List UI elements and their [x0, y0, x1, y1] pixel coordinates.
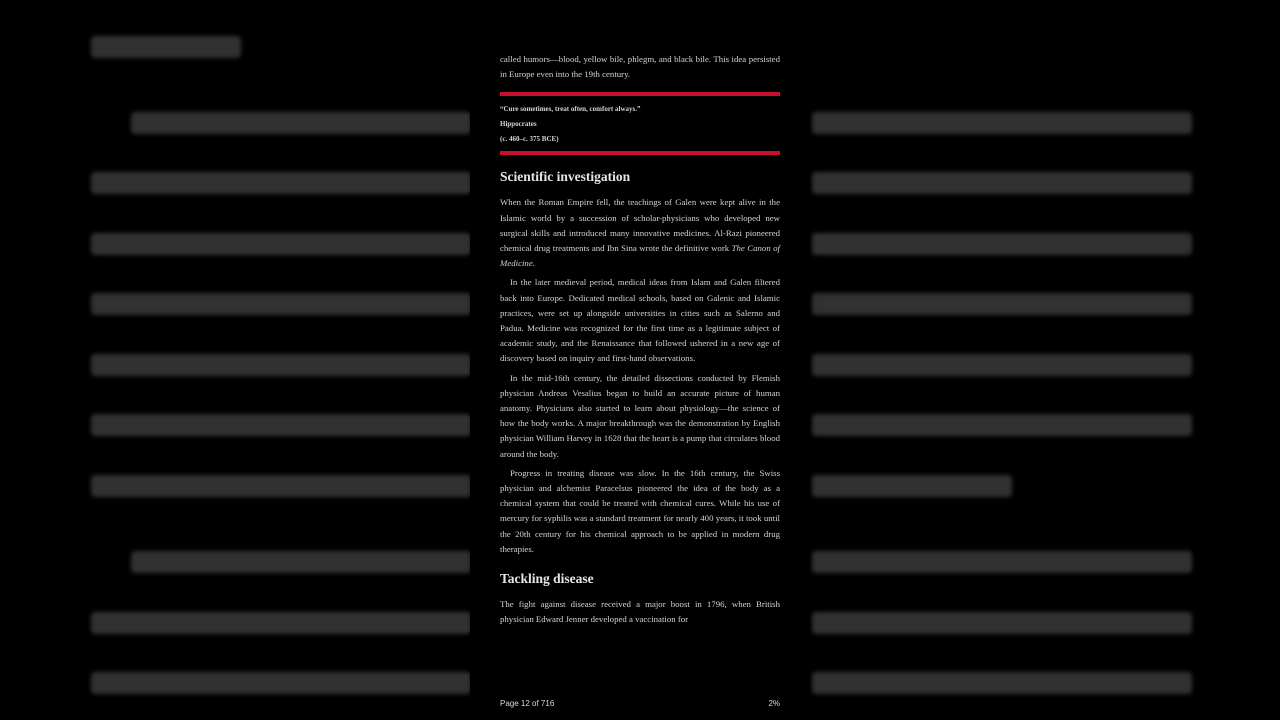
- blurred-text-line: [812, 354, 1192, 376]
- quote-rule-top: [500, 92, 780, 96]
- page-content: [500, 52, 780, 631]
- blurred-background-right: [812, 0, 1192, 720]
- blurred-text-line: [812, 672, 1192, 694]
- intro-paragraph: called humors—blood, yellow bile, phlegm, and black bile. This idea persisted in Europe even into the 19th century.: [500, 54, 780, 80]
- blurred-text-line: [812, 112, 1192, 134]
- quote-dates: (c. 460–c. 375 BCE): [500, 135, 559, 144]
- blurred-text-line: [91, 414, 471, 436]
- paragraph: The fight against disease received a major boost in 1796, when British physician Edward Jenner developed a vaccination for: [500, 599, 780, 625]
- paragraph: In the mid-16th century, the detailed dissections conducted by Flemish physician Andreas Vesalius began to build an accurate picture of human anatomy. Physicians also started to learn about physiology—the science of how the body works. A major breakthrough was the demonstration by English physician William Harvey in 1628 that the heart is a pump that circulates blood around the body.: [500, 372, 780, 459]
- blurred-text-line: [812, 414, 1192, 436]
- progress-percent: 2%: [768, 699, 780, 708]
- blurred-text-line: [91, 475, 471, 497]
- reader-footer: [500, 699, 780, 708]
- blurred-background-left: [91, 0, 471, 720]
- blurred-text-line: [812, 475, 1012, 497]
- blurred-text-line: [91, 354, 471, 376]
- section-heading: Scientific investigation: [500, 169, 631, 185]
- page-indicator: Page 12 of 716: [500, 699, 555, 708]
- quote-rule-bottom: [500, 151, 780, 155]
- blurred-text-line: [812, 293, 1192, 315]
- blurred-text-line: [91, 293, 471, 315]
- blurred-text-line: [91, 172, 471, 194]
- quote-text: “Cure sometimes, treat often, comfort always.”: [500, 105, 641, 114]
- blurred-text-line: [812, 612, 1192, 634]
- quote-author: Hippocrates: [500, 120, 537, 129]
- blurred-text-line: [131, 551, 471, 573]
- blurred-text-line: [812, 172, 1192, 194]
- blurred-text-line: [812, 233, 1192, 255]
- blurred-text-line: [91, 233, 471, 255]
- paragraph: Progress in treating disease was slow. In the 16th century, the Swiss physician and alchemist Paracelsus pioneered the idea of the body as a chemical system that could be treated with chemical cures. While his use of mercury for syphilis was a standard treatment for nearly 400 years, it took until the 20th century for his chemical approach to be applied in modern drug therapies.: [500, 467, 780, 554]
- blurred-text-line: [131, 112, 471, 134]
- blurred-text-line: [812, 551, 1192, 573]
- paragraph-text: .: [532, 258, 535, 269]
- paragraph-text: When the Roman Empire fell, the teachings of Galen were kept alive in the Islamic world by a succession of scholar-physicians who developed new surgical skills and introduced many innovative medicines. Al-Razi pioneered chemical drug treatments and Ibn Sina wrote the definitive work: [500, 197, 780, 254]
- blurred-text-line: [91, 672, 471, 694]
- paragraph: In the later medieval period, medical ideas from Islam and Galen filtered back into Europe. Dedicated medical schools, based on Galenic and Islamic practices, were set up alongside universities in cities such as Salerno and Padua. Medicine was recognized for the first time as a legitimate subject of academic study, and the Renaissance that followed ushered in a new age of discovery based on inquiry and first-hand observations.: [500, 277, 780, 364]
- section-heading: Tackling disease: [500, 571, 594, 587]
- paragraph: [500, 195, 780, 271]
- blurred-text-line: [91, 36, 241, 58]
- book-title: The Canon of Medicine: [500, 243, 780, 269]
- blurred-text-line: [91, 612, 471, 634]
- pull-quote: [500, 92, 780, 155]
